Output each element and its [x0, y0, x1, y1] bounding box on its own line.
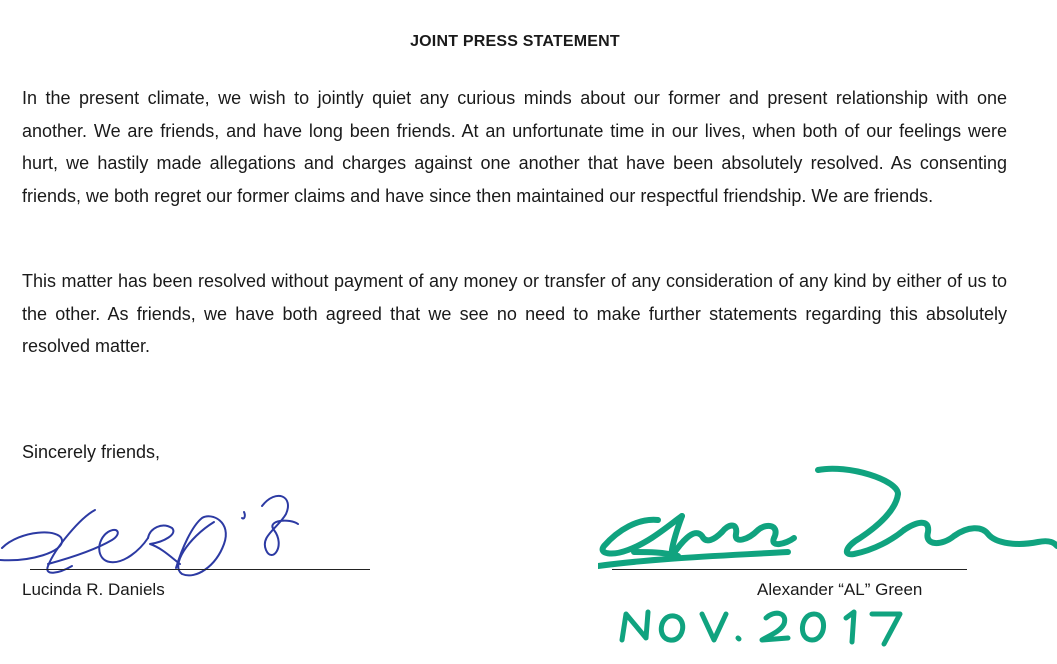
signature-line-left: [30, 569, 370, 570]
signature-line-right: [612, 569, 967, 570]
document-title: JOINT PRESS STATEMENT: [410, 33, 620, 50]
signatory-name-daniels: Lucinda R. Daniels: [22, 580, 165, 599]
statement-paragraph-1: In the present climate, we wish to jointly quiet any curious minds about our former and present relationship with one another. We are friends, and have long been friends. At an unfortunate time in our lives, when both of our feelings were hurt, we hastily made allegations and charges against one another that have been absolutely resolved. As consenting friends, we both regret our former claims and have since then maintained our respectful friendship. We are friends.: [22, 88, 1007, 206]
handwritten-date-image: [616, 604, 916, 648]
signatory-name-green: Alexander “AL” Green: [757, 580, 923, 599]
green-signature-image: [598, 460, 1057, 590]
daniels-signature-image: [0, 478, 310, 588]
statement-paragraph-2: This matter has been resolved without payment of any money or transfer of any consideration of any kind by either of us to the other. As friends, we have both agreed that we see no need to make further statements regarding this absolutely resolved matter.: [22, 271, 1007, 357]
closing-salutation: Sincerely friends,: [22, 442, 161, 462]
